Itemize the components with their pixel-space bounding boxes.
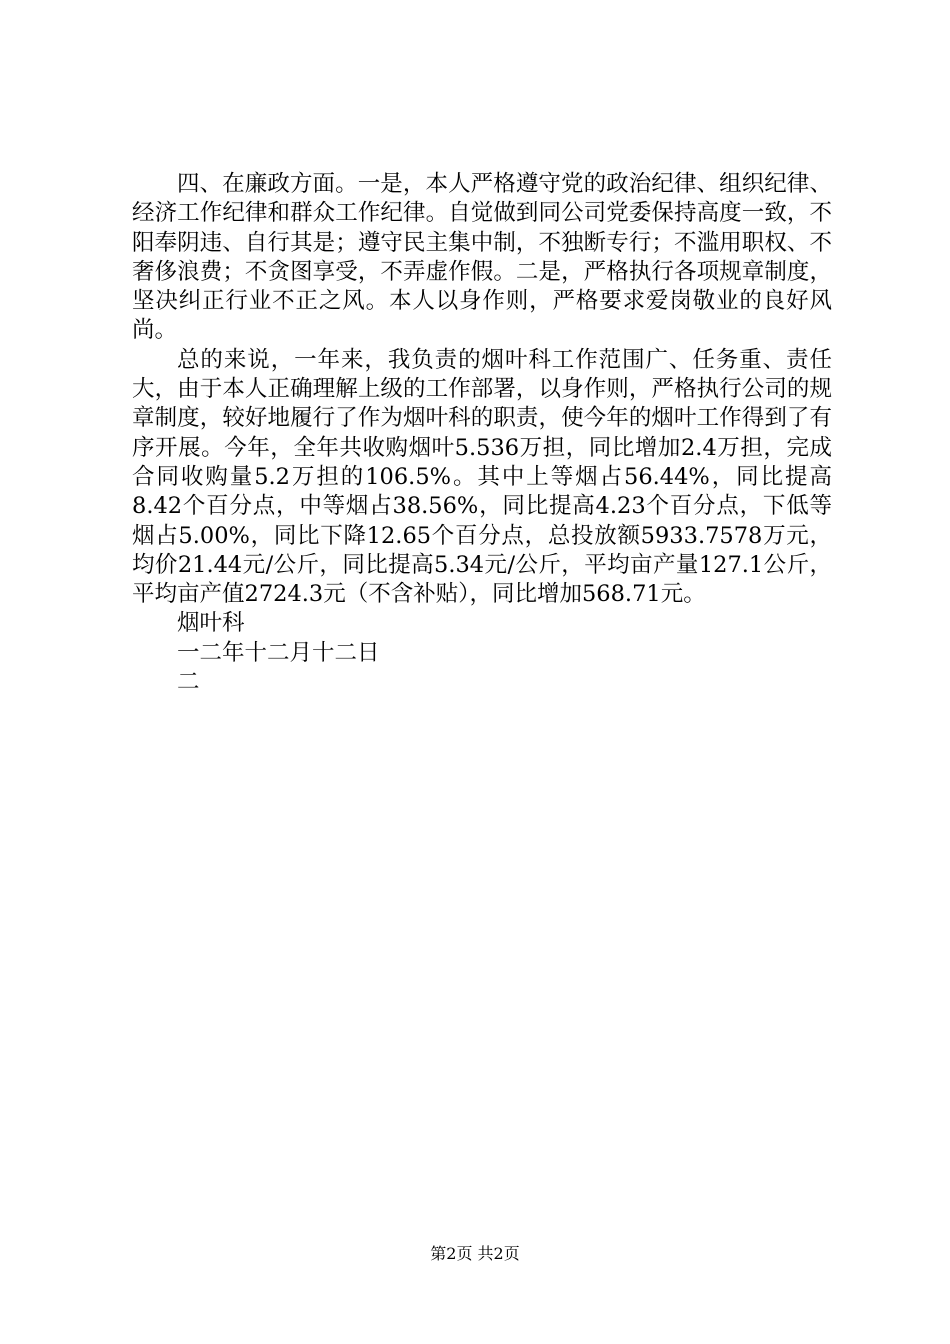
signature-department: 烟叶科: [177, 610, 245, 637]
paragraph-summary: 总的来说，一年来，我负责的烟叶科工作范围广、任务重、责任大，由于本人正确理解上级的工作部署，以身作则，严格执行公司的规章制度，较好地履行了作为烟叶科的职责，使今年的烟叶工作得到了有序开展。今年，全年共收购烟叶5.536万担，同比增加2.4万担，完成合同收购量5.2万担的106.5%。其中上等烟占56.44%，同比提高8.42个百分点，中等烟占38.56%，同比提高4.23个百分点，下低等烟占5.00%，同比下降12.65个百分点，总投放额5933.7578万元，均价21.44元/公斤，同比提高5.34元/公斤，平均亩产量127.1公斤，平均亩产值2724.3元（不含补贴），同比增加568.71元。: [132, 346, 832, 608]
page-footer: 第2页 共2页: [430, 1244, 520, 1263]
signature-date: 一二年十二月十二日: [177, 639, 380, 666]
document-body: [132, 170, 832, 697]
paragraph-integrity: 四、在廉政方面。一是，本人严格遵守党的政治纪律、组织纪律、经济工作纪律和群众工作纪律。自觉做到同公司党委保持高度一致，不阳奉阴违、自行其是；遵守民主集中制，不独断专行；不滥用职权、不奢侈浪费；不贪图享受，不弄虚作假。二是，严格执行各项规章制度，坚决纠正行业不正之风。本人以身作则，严格要求爱岗敬业的良好风尚。: [132, 171, 832, 344]
signature-trailing: 二: [177, 669, 200, 696]
